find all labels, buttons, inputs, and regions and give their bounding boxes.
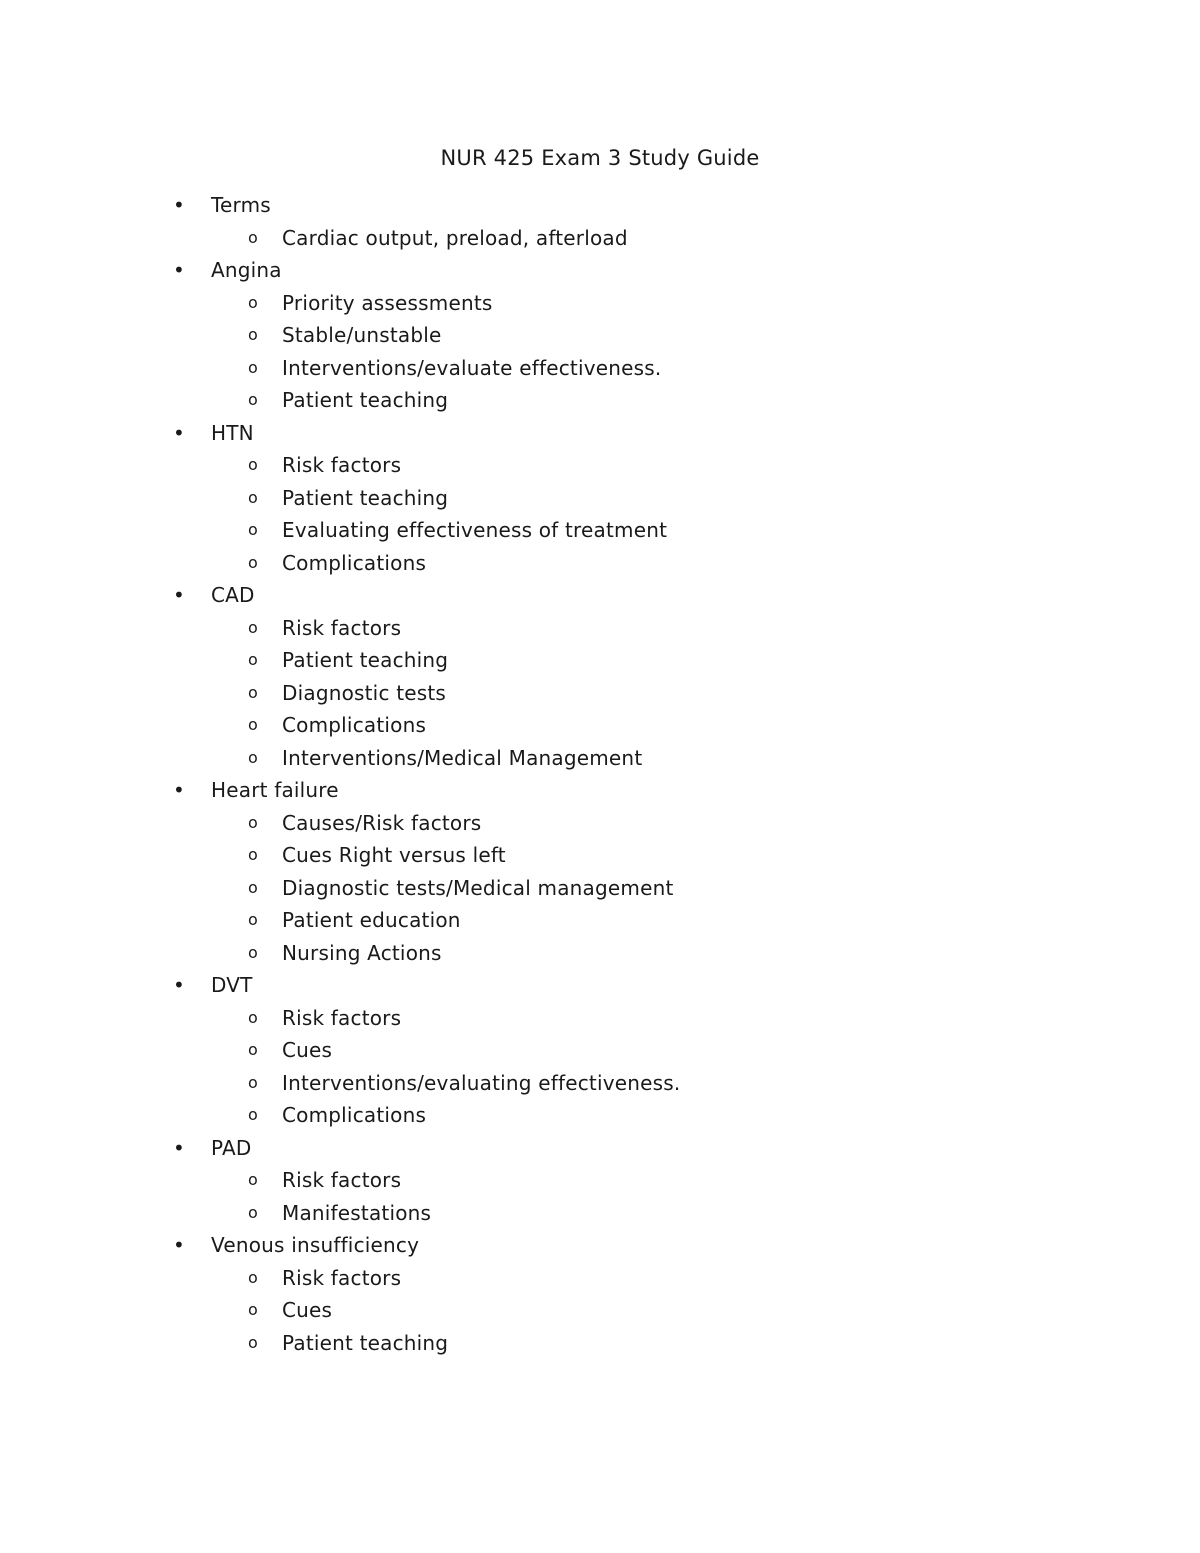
sub-item bbox=[0, 807, 1200, 840]
sub-item-label: Priority assessments bbox=[282, 290, 493, 315]
circle-bullet-icon: o bbox=[248, 1007, 258, 1027]
sub-item-label: Interventions/Medical Management bbox=[282, 745, 643, 770]
sub-item-label: Manifestations bbox=[282, 1200, 432, 1225]
sub-item-label: Complications bbox=[282, 550, 427, 575]
bullet-icon: • bbox=[173, 973, 185, 997]
sub-item bbox=[0, 612, 1200, 645]
bullet-icon: • bbox=[173, 583, 185, 607]
sub-item-label: Risk factors bbox=[282, 1265, 402, 1290]
circle-bullet-icon: o bbox=[248, 682, 258, 702]
sub-item-label: Nursing Actions bbox=[282, 940, 442, 965]
sub-item-label: Cardiac output, preload, afterload bbox=[282, 225, 628, 250]
sub-item bbox=[0, 872, 1200, 905]
circle-bullet-icon: o bbox=[248, 325, 258, 344]
circle-bullet-icon: o bbox=[248, 617, 258, 637]
sub-item-label: Patient education bbox=[282, 908, 461, 932]
bullet-icon: • bbox=[173, 778, 185, 802]
sub-item bbox=[0, 1099, 1200, 1132]
sub-item-label: Risk factors bbox=[282, 615, 402, 640]
sub-item-label: Causes/Risk factors bbox=[282, 810, 482, 835]
sub-item bbox=[0, 839, 1200, 872]
sub-item-label: Stable/unstable bbox=[282, 323, 442, 347]
circle-bullet-icon: o bbox=[248, 1105, 258, 1124]
section-heading bbox=[0, 969, 1200, 1002]
sub-item bbox=[0, 1067, 1200, 1100]
sub-item bbox=[0, 514, 1200, 547]
circle-bullet-icon: o bbox=[248, 1332, 258, 1352]
sub-item-label: Complications bbox=[282, 713, 427, 737]
section-heading bbox=[0, 579, 1200, 612]
sub-item bbox=[0, 1197, 1200, 1230]
sub-item-label: Cues Right versus left bbox=[282, 843, 506, 867]
sub-item-label: Diagnostic tests/Medical management bbox=[282, 875, 674, 900]
circle-bullet-icon: o bbox=[248, 1202, 258, 1222]
section-heading bbox=[0, 417, 1200, 450]
circle-bullet-icon: o bbox=[248, 910, 258, 929]
section-heading bbox=[0, 254, 1200, 287]
sub-item-label: Patient teaching bbox=[282, 485, 449, 510]
sub-item bbox=[0, 1002, 1200, 1035]
circle-bullet-icon: o bbox=[248, 942, 258, 962]
sub-item bbox=[0, 644, 1200, 677]
circle-bullet-icon: o bbox=[248, 845, 258, 864]
sub-item bbox=[0, 319, 1200, 352]
sub-item bbox=[0, 287, 1200, 320]
sub-item-label: Complications bbox=[282, 1103, 427, 1127]
sub-item-label: Diagnostic tests bbox=[282, 680, 447, 705]
circle-bullet-icon: o bbox=[248, 812, 258, 832]
circle-bullet-icon: o bbox=[248, 292, 258, 312]
circle-bullet-icon: o bbox=[248, 520, 258, 539]
section-label: HTN bbox=[211, 420, 254, 445]
circle-bullet-icon: o bbox=[248, 747, 258, 767]
section-heading bbox=[0, 1229, 1200, 1262]
circle-bullet-icon: o bbox=[248, 650, 258, 669]
section-label: Terms bbox=[211, 193, 271, 217]
sub-item bbox=[0, 1294, 1200, 1327]
section-label: CAD bbox=[211, 583, 255, 607]
sub-item-label: Cues bbox=[282, 1038, 333, 1062]
circle-bullet-icon: o bbox=[248, 1072, 258, 1092]
circle-bullet-icon: o bbox=[248, 390, 258, 409]
sub-item bbox=[0, 1034, 1200, 1067]
section-heading bbox=[0, 774, 1200, 807]
sub-item bbox=[0, 937, 1200, 970]
sub-item-label: Risk factors bbox=[282, 1168, 402, 1192]
sub-item bbox=[0, 904, 1200, 937]
section-heading bbox=[0, 189, 1200, 222]
section-label: DVT bbox=[211, 973, 253, 997]
sub-item bbox=[0, 1164, 1200, 1197]
sub-item-label: Interventions/evaluating effectiveness. bbox=[282, 1070, 681, 1095]
sub-item-label: Interventions/evaluate effectiveness. bbox=[282, 355, 662, 380]
circle-bullet-icon: o bbox=[248, 1170, 258, 1189]
circle-bullet-icon: o bbox=[248, 1267, 258, 1287]
bullet-icon: • bbox=[173, 1135, 185, 1160]
sub-item bbox=[0, 709, 1200, 742]
sub-item bbox=[0, 222, 1200, 255]
circle-bullet-icon: o bbox=[248, 552, 258, 572]
sub-item bbox=[0, 482, 1200, 515]
sub-item bbox=[0, 352, 1200, 385]
circle-bullet-icon: o bbox=[248, 227, 258, 247]
circle-bullet-icon: o bbox=[248, 877, 258, 897]
bullet-icon: • bbox=[173, 1233, 185, 1257]
sub-item-label: Risk factors bbox=[282, 1005, 402, 1030]
circle-bullet-icon: o bbox=[248, 715, 258, 734]
sub-item bbox=[0, 1262, 1200, 1295]
sub-item bbox=[0, 677, 1200, 710]
sub-item-label: Patient teaching bbox=[282, 648, 449, 672]
section-label: Heart failure bbox=[211, 778, 339, 802]
sub-item bbox=[0, 742, 1200, 775]
sub-item-label: Risk factors bbox=[282, 453, 402, 477]
sub-item bbox=[0, 449, 1200, 482]
circle-bullet-icon: o bbox=[248, 1300, 258, 1319]
study-guide-outline bbox=[0, 189, 1200, 1359]
sub-item-label: Evaluating effectiveness of treatment bbox=[282, 518, 668, 542]
circle-bullet-icon: o bbox=[248, 487, 258, 507]
bullet-icon: • bbox=[173, 193, 185, 217]
section-label: PAD bbox=[211, 1135, 252, 1160]
section-heading bbox=[0, 1132, 1200, 1165]
sub-item-label: Patient teaching bbox=[282, 388, 449, 412]
circle-bullet-icon: o bbox=[248, 357, 258, 377]
document-title: NUR 425 Exam 3 Study Guide bbox=[440, 146, 760, 170]
sub-item bbox=[0, 384, 1200, 417]
sub-item bbox=[0, 1327, 1200, 1360]
circle-bullet-icon: o bbox=[248, 455, 258, 474]
bullet-icon: • bbox=[173, 420, 185, 445]
bullet-icon: • bbox=[173, 258, 185, 282]
section-label: Angina bbox=[211, 258, 282, 282]
sub-item bbox=[0, 547, 1200, 580]
circle-bullet-icon: o bbox=[248, 1040, 258, 1059]
section-label: Venous insufficiency bbox=[211, 1233, 420, 1257]
sub-item-label: Cues bbox=[282, 1298, 333, 1322]
sub-item-label: Patient teaching bbox=[282, 1330, 449, 1355]
